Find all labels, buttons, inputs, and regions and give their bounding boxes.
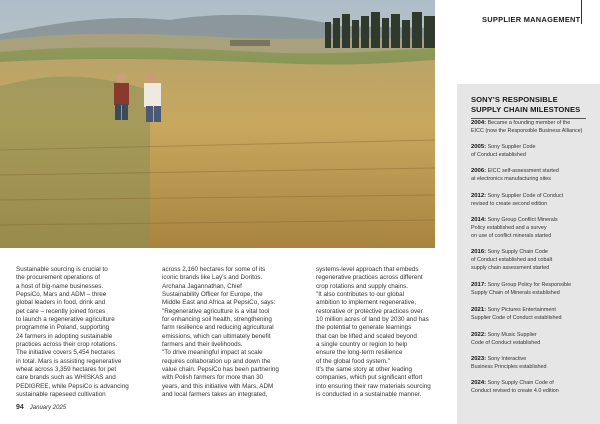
- sidebar-divider: [471, 118, 586, 119]
- milestone-text: Sony Supply Chain Code of Conduct established and cobalt supply chain assessment started: [471, 249, 553, 271]
- milestone-year: 2016:: [471, 249, 487, 255]
- milestone-item: [471, 144, 595, 160]
- body-column-3: [316, 266, 448, 400]
- body-text: Sustainable sourcing is crucial to the procurement operations of a host of big-name businesses. PepsiCo, Mars and ADM – three global leaders in food, drink and pet care – recently joined forces to launch a regenerative agriculture programme in Poland, supporting 24 farmers in adopting sustainable practices across their crop rotations. The initiative covers 5,454 hectares in total. Mars is assisting regenerative wheat across 3,359 hectares for pet care brands such as WHISKAS and PEDIGREE, while PepsiCo is advancing sustainable rapeseed cultivation: [16, 266, 129, 399]
- page-number: 94: [16, 404, 24, 411]
- milestone-year: 2021:: [471, 307, 487, 313]
- milestone-year: 2023:: [471, 356, 487, 362]
- milestone-text: Sony Music Supplier Code of Conduct established: [471, 332, 541, 346]
- body-column-1: [16, 266, 144, 400]
- milestone-year: 2017:: [471, 282, 487, 288]
- milestone-year: 2005:: [471, 144, 487, 150]
- milestone-text: Sony Supplier Code of Conduct revised to create second edition: [471, 193, 564, 207]
- milestone-text: Sony Group Policy for Responsible Supply Chain of Minerals established: [471, 282, 572, 296]
- milestone-item: [471, 217, 595, 240]
- milestone-year: 2012:: [471, 193, 487, 199]
- milestone-text: Sony Pictures Entertainment Supplier Code of Conduct established: [471, 307, 562, 321]
- body-text: systems-level approach that embeds regenerative practices across different crop rotations and supply chains. "It also contributes to our global ambition to implement regenerative, restorative or protective practices over 10 million acres of land by 2030 and has the potential to generate learnings that can be lifted and scaled beyond a single country or region to help ensure the long-term resilience of the global food system." It's the same story at other leading companies, which put significant effort into ensuring their raw materials sourcing is conducted in a sustainable manner.: [316, 266, 431, 399]
- milestone-year: 2022:: [471, 332, 487, 338]
- milestone-item: [471, 307, 595, 323]
- hero-photo: [0, 0, 435, 248]
- milestone-item: [471, 380, 595, 396]
- body-text: across 2,160 hectares for some of its iconic brands like Lay's and Doritos. Archana Jagannathan, Chief Sustainability Officer for Europe, the Middle East and Africa at PepsiCo, says: "Regenerative agriculture is a vital tool for enhancing soil health, strengthening farm resilience and reducing agricultural emissions, which can ultimately benefit farmers and their livelihoods. "To drive meaningful impact at scale requires collaboration up and down the value chain. PepsiCo has been partnering with Polish farmers for more than 30 years, and this initiative with Mars, ADM and local farmers takes an integrated,: [162, 266, 279, 399]
- milestone-item: [471, 332, 595, 348]
- milestone-text: Became a founding member of the EICC (now the Responsible Business Alliance): [471, 120, 583, 134]
- milestone-text: Sony Group Conflict Minerals Policy established and a survey on use of conflict minerals started: [471, 217, 558, 239]
- milestone-text: EICC self-assessment started at electronics manufacturing sites: [471, 168, 559, 182]
- milestone-year: 2014:: [471, 217, 487, 223]
- sidebar-title: SONY'S RESPONSIBLE SUPPLY CHAIN MILESTONES: [471, 95, 581, 114]
- issue-date: January 2025: [29, 405, 67, 411]
- milestone-item: [471, 120, 595, 136]
- section-divider: [581, 0, 582, 24]
- milestone-item: [471, 193, 595, 209]
- milestone-text: Sony Interactive Business Principles established: [471, 356, 547, 370]
- milestone-item: [471, 249, 595, 272]
- body-column-2: [162, 266, 292, 400]
- milestone-text: Sony Supplier Code of Conduct established: [471, 144, 536, 158]
- section-label: SUPPLIER MANAGEMENT: [482, 15, 581, 24]
- page-footer: [16, 404, 66, 411]
- milestones-sidebar: [457, 84, 600, 424]
- milestone-year: 2006:: [471, 168, 487, 174]
- milestone-text: Sony Supply Chain Code of Conduct revised to create 4.0 edition: [471, 380, 559, 394]
- milestone-item: [471, 356, 595, 372]
- milestone-year: 2004:: [471, 120, 487, 126]
- milestone-item: [471, 282, 595, 298]
- milestone-item: [471, 168, 595, 184]
- wheat-field-photo: [0, 0, 435, 248]
- milestone-year: 2024:: [471, 380, 487, 386]
